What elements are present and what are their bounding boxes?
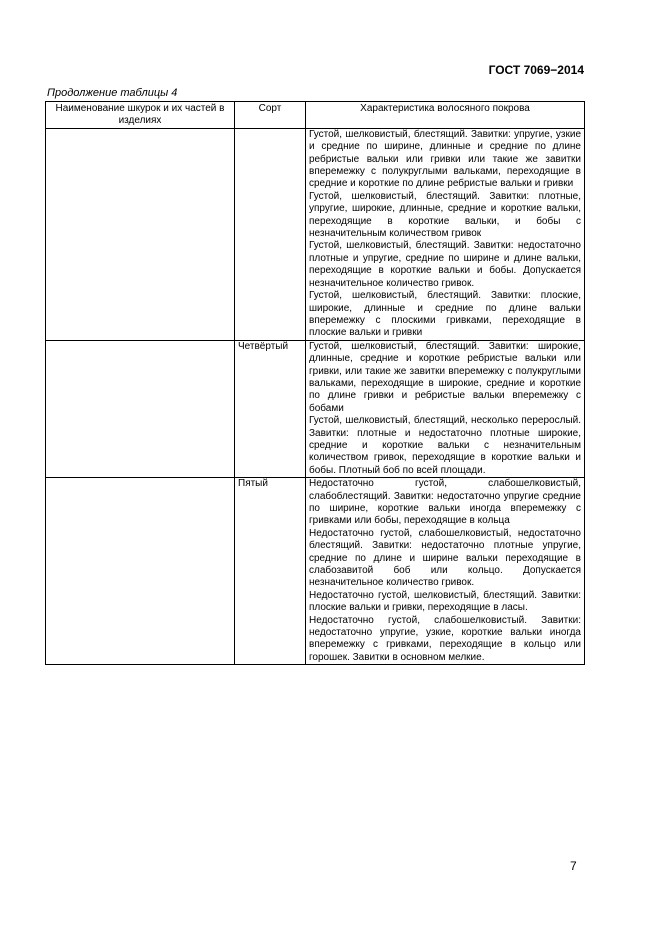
table-row [46, 128, 585, 340]
characteristics-table [45, 101, 585, 665]
column-header-characteristic: Характеристика волосяного покрова [306, 102, 585, 129]
cell-grade: Четвёртый [235, 340, 306, 477]
cell-characteristic [306, 128, 585, 340]
characteristic-paragraph: Густой, шелковистый, блестящий, несколько перерослый. Завитки: плотные и недостаточно плотные широкие, средние и короткие вальки с незначительным количеством гривок, переходящие в короткие вальки и бобы. Плотный боб по всей площади. [309, 415, 581, 476]
cell-name [46, 340, 235, 477]
characteristic-paragraph: Недостаточно густой, слабошелковистый, недостаточно блестящий. Завитки: недостаточно плотные упругие, средние по длине и ширине вальки переходящие в слабозавитой боб или кольцо. Допускается незначительное количество гривок. [309, 527, 581, 589]
page-number: 7 [570, 859, 577, 873]
cell-name [46, 478, 235, 665]
cell-grade: Пятый [235, 478, 306, 665]
characteristic-paragraph: Густой, шелковистый, блестящий. Завитки: широкие, длинные, средние и короткие ребристые вальки или гривки, или такие же завитки вперемежку с полукруглыми вальками, переходящие в широкие, средние и короткие по длине гривки и ребристые вальки вперемежку с бобами [309, 340, 581, 414]
table-row [46, 340, 585, 477]
characteristic-paragraph: Густой, шелковистый, блестящий. Завитки: плоские, широкие, длинные и средние по длине вальки вперемежку с плоскими гривками, переходящие в плоские вальки и гривки [309, 290, 581, 339]
cell-characteristic [306, 478, 585, 665]
document-code: ГОСТ 7069−2014 [488, 63, 584, 77]
characteristic-paragraph: Густой, шелковистый, блестящий. Завитки: плотные, упругие, широкие, длинные, средние и короткие вальки, переходящие в короткие вальки, и бобы с незначительным количеством гривок [309, 190, 581, 240]
characteristic-paragraph: Недостаточно густой, слабошелковистый, слабоблестящий. Завитки: недостаточно упругие средние по ширине, короткие вальки иногда вперемежку с гривками или бобы, переходящие в кольца [309, 478, 581, 527]
characteristic-paragraph: Недостаточно густой, шелковистый, блестящий. Завитки: плоские вальки и гривки, переходящие в ласы. [309, 589, 581, 614]
characteristic-paragraph: Густой, шелковистый, блестящий. Завитки: упругие, узкие и средние по ширине, длинные и средние по длине ребристые вальки или гривки или такие же завитки вперемежку с полукруглыми вальками, переходящие в средние и короткие по длине ребристые вальки и гривки [309, 128, 581, 190]
table-header [46, 102, 585, 129]
characteristic-paragraph: Недостаточно густой, слабошелковистый. Завитки: недостаточно упругие, узкие, короткие вальки иногда вперемежку с гривками, переходящие в кольцо или горошек. Завитки в основном мелкие. [309, 614, 581, 663]
cell-name [46, 128, 235, 340]
header-row [46, 102, 585, 129]
cell-characteristic [306, 340, 585, 477]
characteristic-paragraph: Густой, шелковистый, блестящий. Завитки: недостаточно плотные и упругие, средние по ширине и длине вальки, переходящие в короткие вальки и бобы. Допускается незначительное количество гривок. [309, 240, 581, 289]
cell-grade [235, 128, 306, 340]
table-row [46, 478, 585, 665]
column-header-name: Наименование шкурок и их частей в изделиях [46, 102, 235, 129]
table-caption: Продолжение таблицы 4 [47, 87, 178, 99]
column-header-grade: Сорт [235, 102, 306, 129]
